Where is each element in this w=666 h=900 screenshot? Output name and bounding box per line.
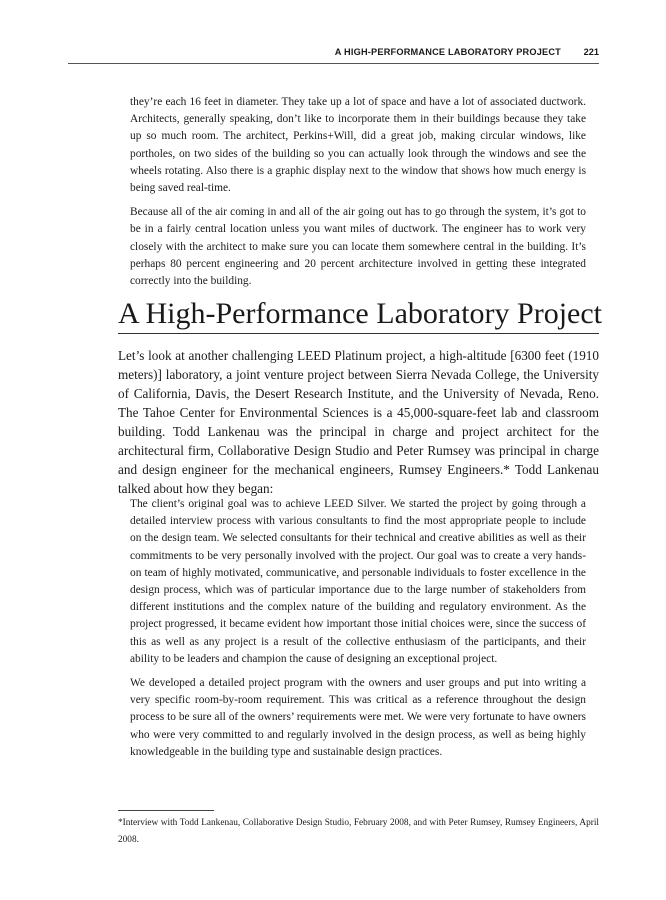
section-body: Let’s look at another challenging LEED Platinum project, a high-altitude [6300 feet (1910 meters)] laboratory, a joint venture project between Sierra Nevada College, the University of California, Davis, the Desert Research Institute, and the University of Nevada, Reno. The Tahoe Center for Environmental Sciences is a 45,000-square-feet lab and classroom building. Todd Lankenau was the principal in charge and project architect for the architectural firm, Collaborative Design Studio and Peter Rumsey was principal in charge and design engineer for the mechanical engineers, Rumsey Engineers.* Todd Lankenau talked about how they began: xyxy=(118,348,599,496)
quote-1-paragraph-2: Because all of the air coming in and all of the air going out has to go through the system, it’s got to be in a fairly central location unless you want miles of ductwork. The engineer has to work very closely with the architect to make sure you can locate them somewhere central in the building. It’s perhaps 80 percent engineering and 20 percent architecture involved in getting these integrated correctly into the building. xyxy=(130,206,586,288)
footnote: *Interview with Todd Lankenau, Collaborative Design Studio, February 2008, and with Peter Rumsey, Rumsey Engineers, April 2008. xyxy=(118,818,599,845)
quote-block-2 xyxy=(130,496,586,768)
quote-block-1 xyxy=(130,94,586,297)
quote-2-paragraph-2: We developed a detailed project program with the owners and user groups and put into writing a very specific room-by-room requirement. This was critical as a reference throughout the design process to be sure all of the owners’ requirements were met. We were very fortunate to have owners who were very committed to and regularly involved in the design process, as well as being highly knowledgeable in the building type and sustainable design practices. xyxy=(130,677,586,758)
footnote-rule xyxy=(118,810,214,811)
page-number: 221 xyxy=(583,47,599,57)
quote-2-paragraph-1: The client’s original goal was to achieve LEED Silver. We started the project by going through a detailed interview process with various consultants to find the most appropriate people to include on the design team. We selected consultants for their technical and creative abilities as well as their commitments to be very personally involved with the project. Our goal was to create a very hands-on team of highly motivated, communicative, and personable individuals to foster excellence in the design process, which was of particular importance due to the large number of stakeholders from different institutions and the complex nature of the building and regulatory environment. As the project progressed, it became evident how important those initial choices were, since the success of this as well as any project is a result of the collective enthusiasm of the participants, and their ability to be leaders and champion the cause of designing an exceptional project. xyxy=(130,498,586,665)
running-head xyxy=(68,47,599,64)
section-heading: A High-Performance Laboratory Project xyxy=(118,296,599,334)
running-title: A HIGH-PERFORMANCE LABORATORY PROJECT xyxy=(334,47,561,57)
quote-1-paragraph-1: they’re each 16 feet in diameter. They take up a lot of space and have a lot of associated ductwork. Architects, generally speaking, don’t like to incorporate them in their buildings because they take up so much room. The architect, Perkins+Will, did a great job, making circular windows, like portholes, on two sides of the building so you can actually look through the windows and see the wheels rotating. Also there is a graphic display next to the window that shows how much energy is being saved real-time. xyxy=(130,96,586,195)
